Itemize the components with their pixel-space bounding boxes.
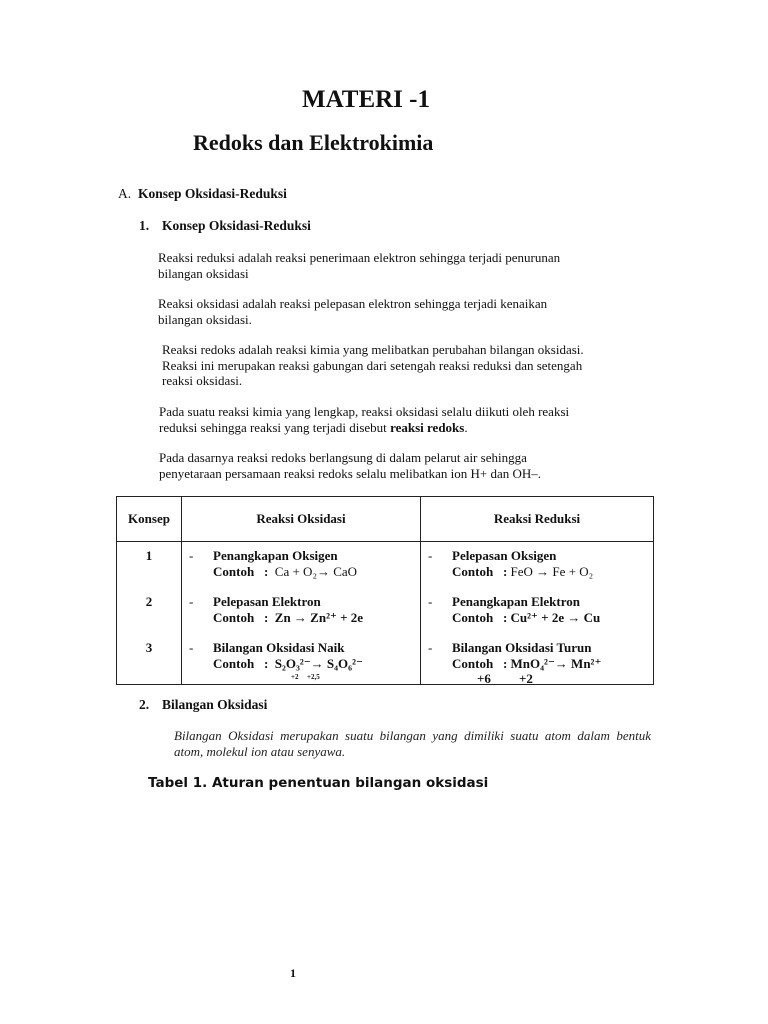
oxidation-number-label: +2,5 bbox=[307, 673, 320, 681]
colon: : bbox=[502, 564, 508, 579]
text-line: reaksi oksidasi. bbox=[162, 373, 243, 388]
bullet-dash: - bbox=[189, 640, 194, 655]
example-equation: S₂O₃²⁻→ S₄O₆²⁻ bbox=[274, 656, 363, 671]
example-label: Contoh bbox=[452, 564, 494, 579]
konsep-number-cell bbox=[117, 542, 182, 685]
oxidation-number-label: +2 bbox=[291, 673, 299, 681]
oksidasi-entry bbox=[189, 548, 357, 580]
oksidasi-entry bbox=[189, 640, 363, 672]
subsection-2-heading bbox=[139, 697, 267, 713]
reduksi-entry bbox=[428, 548, 593, 580]
table-header-row bbox=[117, 497, 654, 542]
colon: : bbox=[263, 656, 269, 671]
colon: : bbox=[263, 564, 269, 579]
concept-name: Penangkapan Oksigen bbox=[213, 548, 338, 563]
paragraph-pelarut-air bbox=[159, 450, 541, 481]
concept-name: Bilangan Oksidasi Naik bbox=[213, 640, 345, 655]
subsection-label: Konsep Oksidasi-Reduksi bbox=[162, 218, 311, 233]
oxidation-number-label: +6 bbox=[477, 671, 491, 686]
example-label: Contoh bbox=[213, 610, 255, 625]
text-line: Reaksi redoks adalah reaksi kimia yang melibatkan perubahan bilangan oksidasi. bbox=[162, 342, 584, 357]
section-a-heading bbox=[118, 186, 287, 202]
bullet-dash: - bbox=[428, 594, 433, 609]
concept-name: Penangkapan Elektron bbox=[452, 594, 580, 609]
text-line: Pada dasarnya reaksi redoks berlangsung di dalam pelarut air sehingga bbox=[159, 450, 527, 465]
page-number: 1 bbox=[290, 966, 296, 980]
example-equation: Zn → Zn²⁺ + 2e bbox=[274, 610, 364, 625]
konsep-number: 1 bbox=[145, 548, 153, 563]
bold-term: reaksi redoks bbox=[390, 419, 465, 435]
bullet-dash: - bbox=[428, 548, 433, 563]
paragraph-reaksi-lengkap bbox=[159, 404, 569, 435]
text-line: Reaksi reduksi adalah reaksi penerimaan elektron sehingga terjadi penurunan bbox=[158, 250, 561, 265]
table-body-row bbox=[117, 542, 654, 685]
text-line: Reaksi oksidasi adalah reaksi pelepasan elektron sehingga terjadi kenaikan bbox=[158, 296, 548, 311]
subsection-label: Bilangan Oksidasi bbox=[162, 697, 268, 712]
bullet-dash: - bbox=[428, 640, 433, 655]
paragraph-oksidasi bbox=[158, 296, 547, 327]
subsection-number: 2. bbox=[139, 697, 150, 712]
paragraph-redoks bbox=[162, 342, 584, 389]
example-equation: FeO → Fe + O₂ bbox=[510, 564, 594, 579]
text-line: Pada suatu reaksi kimia yang lengkap, reaksi oksidasi selalu diikuti oleh reaksi bbox=[159, 404, 570, 419]
table-caption: Tabel 1. Aturan penentuan bilangan oksidasi bbox=[148, 775, 489, 791]
reduksi-entry bbox=[428, 640, 601, 672]
page-subtitle: Redoks dan Elektrokimia bbox=[193, 130, 434, 155]
text-line: penyetaraan persamaan reaksi redoks selalu melibatkan ion H+ dan OH–. bbox=[159, 465, 542, 481]
konsep-number: 2 bbox=[145, 594, 153, 609]
text-line: bilangan oksidasi. bbox=[158, 311, 252, 327]
concept-name: Pelepasan Elektron bbox=[213, 594, 321, 609]
example-equation: Cu²⁺ + 2e → Cu bbox=[510, 610, 601, 625]
example-label: Contoh bbox=[452, 610, 494, 625]
paragraph-reduksi bbox=[158, 250, 560, 281]
example-label: Contoh bbox=[452, 656, 494, 671]
konsep-table bbox=[116, 496, 654, 685]
example-label: Contoh bbox=[213, 564, 255, 579]
oksidasi-cell bbox=[182, 542, 421, 685]
example-equation: Ca + O₂→ CaO bbox=[274, 564, 358, 579]
text-span: reduksi sehingga reaksi yang terjadi disebut bbox=[159, 419, 391, 435]
subsection-1-heading bbox=[139, 218, 311, 234]
example-equation: MnO₄²⁻→ Mn²⁺ bbox=[510, 656, 602, 671]
konsep-number: 3 bbox=[145, 640, 153, 655]
colon: : bbox=[502, 656, 508, 671]
bullet-dash: - bbox=[189, 548, 194, 563]
text-line: Reaksi ini merupakan reaksi gabungan dari setengah reaksi reduksi dan setengah bbox=[162, 357, 583, 373]
colon: : bbox=[263, 610, 269, 625]
text-line bbox=[159, 420, 569, 436]
header-reaksi-reduksi: Reaksi Reduksi bbox=[421, 497, 654, 542]
text-line: bilangan oksidasi bbox=[158, 265, 249, 281]
section-letter: A. bbox=[118, 186, 132, 201]
oksidasi-entry bbox=[189, 594, 363, 626]
page-title: MATERI -1 bbox=[301, 86, 430, 113]
concept-name: Bilangan Oksidasi Turun bbox=[452, 640, 592, 655]
text-span: . bbox=[464, 419, 468, 435]
reduksi-entry bbox=[428, 594, 600, 626]
colon: : bbox=[502, 610, 508, 625]
header-reaksi-oksidasi: Reaksi Oksidasi bbox=[182, 497, 421, 542]
subsection-number: 1. bbox=[139, 218, 150, 233]
header-konsep: Konsep bbox=[117, 497, 182, 542]
bullet-dash: - bbox=[189, 594, 194, 609]
example-label: Contoh bbox=[213, 656, 255, 671]
oxidation-number-label: +2 bbox=[519, 671, 533, 686]
bilangan-oksidasi-definition: Bilangan Oksidasi merupakan suatu bilangan yang dimiliki suatu atom dalam bentuk atom, molekul ion atau senyawa. bbox=[174, 728, 651, 759]
reduksi-cell bbox=[421, 542, 654, 685]
section-label: Konsep Oksidasi-Reduksi bbox=[138, 186, 287, 201]
concept-name: Pelepasan Oksigen bbox=[452, 548, 557, 563]
